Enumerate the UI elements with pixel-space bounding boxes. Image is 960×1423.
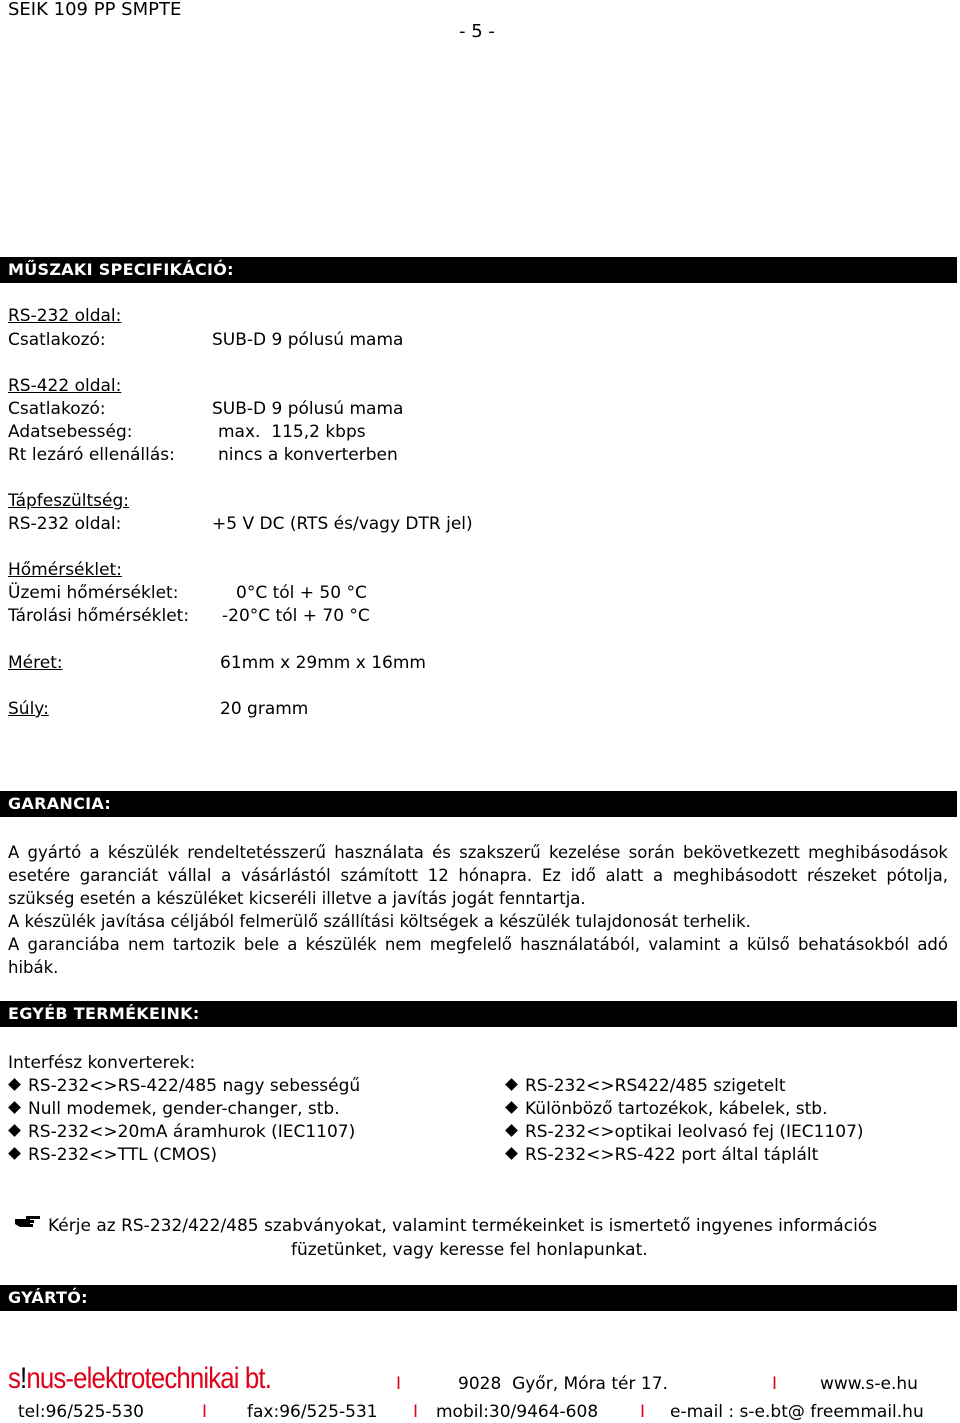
company-logo: s!nus-elektrotechnikai bt.: [8, 1362, 272, 1395]
note-line-1: Kérje az RS-232/422/485 szabványokat, valamint termékeinket is ismertető ingyenes információs: [48, 1216, 878, 1236]
separator: I: [396, 1374, 402, 1394]
weight-label: Súly:: [8, 699, 49, 719]
rs422-connector-value: SUB-D 9 pólusú mama: [212, 399, 404, 419]
diamond-bullet-icon: [8, 1147, 21, 1160]
storage-temp-label: Tárolási hőmérséklet:: [8, 606, 190, 626]
rs232-connector-value: SUB-D 9 pólusú mama: [212, 330, 404, 350]
product-right-item: Különböző tartozékok, kábelek, stb.: [505, 1099, 827, 1119]
rs422-connector-label: Csatlakozó:: [8, 399, 106, 419]
company-mobile: mobil:30/9464-608: [436, 1402, 599, 1422]
storage-temp-value: -20°C tól + 70 °C: [222, 606, 370, 626]
rs422-heading: RS-422 oldal:: [8, 376, 122, 396]
product-left-item: Null modemek, gender-changer, stb.: [8, 1099, 340, 1119]
product-left-item: RS-232<>RS-422/485 nagy sebességű: [8, 1076, 360, 1096]
product-left-item: RS-232<>TTL (CMOS): [8, 1145, 217, 1165]
separator: I: [640, 1402, 646, 1422]
product-right-item: RS-232<>RS422/485 szigetelt: [505, 1076, 786, 1096]
maker-title: GYÁRTÓ:: [8, 1288, 88, 1307]
power-label: RS-232 oldal:: [8, 514, 122, 534]
baud-label: Adatsebesség:: [8, 422, 133, 442]
company-email[interactable]: e-mail : s-e.bt@ freemmail.hu: [670, 1402, 924, 1422]
doc-code: SEIK 109 PP SMPTE: [8, 0, 182, 20]
product-right-item: RS-232<>RS-422 port által táplált: [505, 1145, 818, 1165]
spec-title: MŰSZAKI SPECIFIKÁCIÓ:: [8, 260, 234, 279]
separator: I: [772, 1374, 778, 1394]
rs232-connector-label: Csatlakozó:: [8, 330, 106, 350]
diamond-bullet-icon: [8, 1101, 21, 1114]
operating-temp-label: Üzemi hőmérséklet:: [8, 583, 179, 603]
product-left-item: RS-232<>20mA áramhurok (IEC1107): [8, 1122, 355, 1142]
rs232-heading: RS-232 oldal:: [8, 306, 122, 326]
warranty-paragraph-1: A gyártó a készülék rendeltetésszerű használata és szakszerű kezelése során bekövetkezett meghibásodások esetére garanciát vállal a vásárlástól számított 12 hónapra. Ez idő alatt a meghibásodott részeket pótolja, szükség esetén a készüléket kicseréli illetve a javítás jogát fenntartja.: [8, 843, 948, 908]
diamond-bullet-icon: [505, 1124, 518, 1137]
diamond-bullet-icon: [505, 1101, 518, 1114]
company-website[interactable]: www.s-e.hu: [820, 1374, 918, 1394]
product-right-item: RS-232<>optikai leolvasó fej (IEC1107): [505, 1122, 864, 1142]
products-section-bar: [0, 1001, 957, 1027]
diamond-bullet-icon: [8, 1124, 21, 1137]
size-value: 61mm x 29mm x 16mm: [220, 653, 426, 673]
company-fax: fax:96/525-531: [247, 1402, 378, 1422]
company-address: 9028 Győr, Móra tér 17.: [458, 1374, 668, 1394]
operating-temp-value: 0°C tól + 50 °C: [236, 583, 367, 603]
warranty-title: GARANCIA:: [8, 794, 112, 813]
termination-label: Rt lezáró ellenállás:: [8, 445, 175, 465]
separator: I: [202, 1402, 208, 1422]
diamond-bullet-icon: [505, 1147, 518, 1160]
pointing-hand-icon: [14, 1212, 42, 1234]
termination-value: nincs a konverterben: [218, 445, 398, 465]
warranty-section-bar: [0, 791, 957, 817]
warranty-paragraph-2: A készülék javítása céljából felmerülő szállítási költségek a készülék tulajdonosát terhelik.: [8, 912, 751, 931]
diamond-bullet-icon: [8, 1078, 21, 1091]
company-phone: tel:96/525-530: [18, 1402, 144, 1422]
spec-section-bar: [0, 257, 957, 283]
page-number: - 5 -: [459, 21, 495, 42]
power-value: +5 V DC (RTS és/vagy DTR jel): [212, 514, 473, 534]
warranty-paragraph-3: A garanciába nem tartozik bele a készülék nem megfelelő használatából, valamint a külső behatásokból adó hibák.: [8, 935, 948, 977]
maker-section-bar: [0, 1285, 957, 1311]
diamond-bullet-icon: [505, 1078, 518, 1091]
products-intro: Interfész konverterek:: [8, 1053, 196, 1073]
temperature-heading: Hőmérséklet:: [8, 560, 122, 580]
size-label: Méret:: [8, 653, 63, 673]
separator: I: [413, 1402, 419, 1422]
power-heading: Tápfeszültség:: [8, 491, 130, 511]
products-title: EGYÉB TERMÉKEINK:: [8, 1004, 200, 1023]
note-line-2: füzetünket, vagy keresse fel honlapunkat.: [291, 1240, 648, 1260]
weight-value: 20 gramm: [220, 699, 309, 719]
baud-value: max. 115,2 kbps: [218, 422, 366, 442]
